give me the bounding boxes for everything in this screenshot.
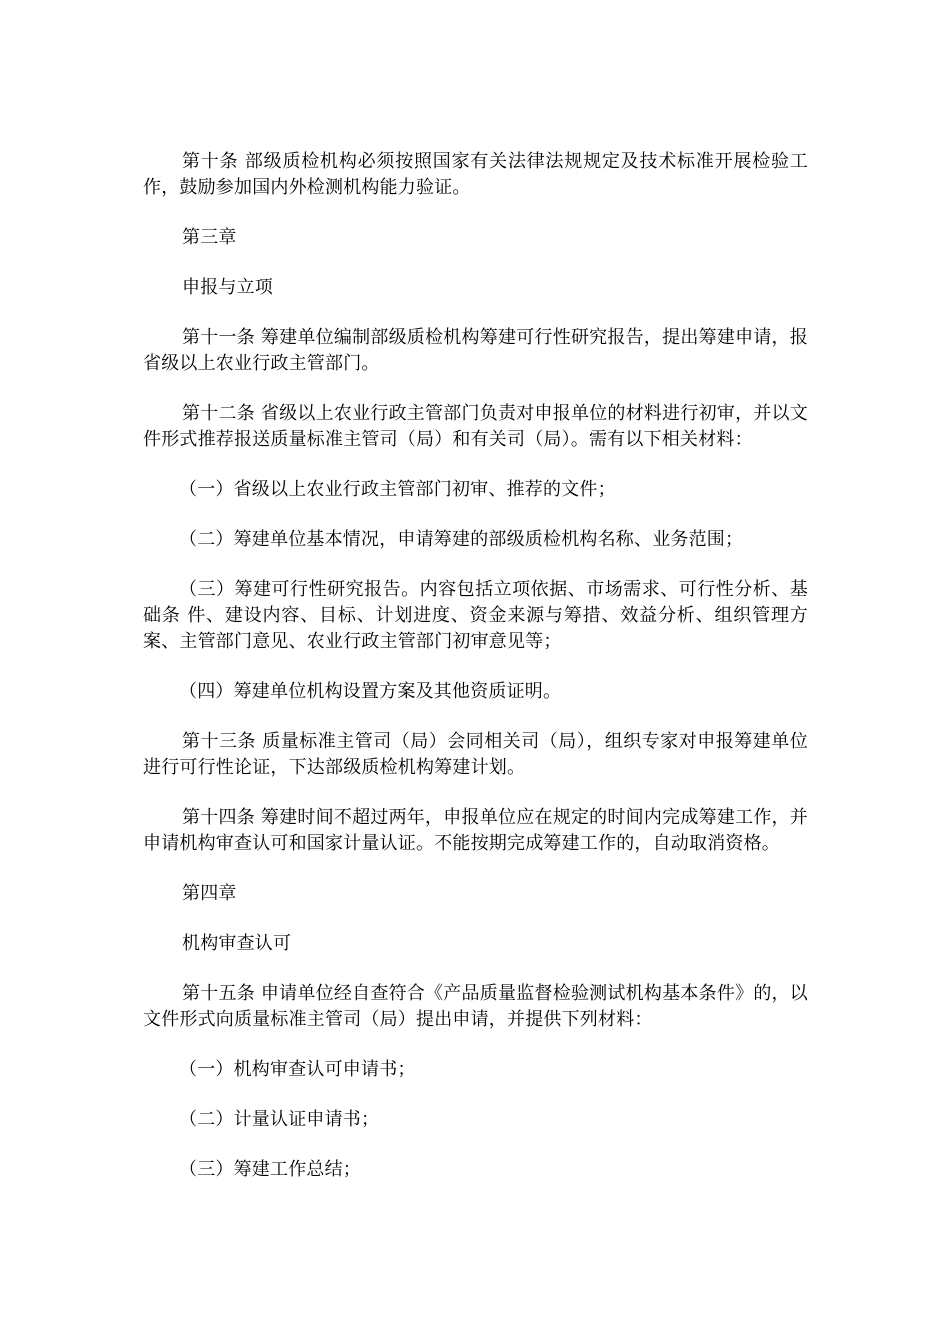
article-12-item-3: （三）筹建可行性研究报告。内容包括立项依据、市场需求、可行性分析、基础条 件、建设内容、目标、计划进度、资金来源与筹措、效益分析、组织管理方案、主管部门意见、农业行政主管部门初审意见等； [143,579,808,652]
article-15-item-2: （二）计量认证申请书； [179,1109,380,1130]
article-12-item-2: （二）筹建单位基本情况，申请筹建的部级质检机构名称、业务范围； [179,529,744,550]
article-14: 第十四条 筹建时间不超过两年，申报单位应在规定的时间内完成筹建工作，并申请机构审查认可和国家计量认证。不能按期完成筹建工作的，自动取消资格。 [143,807,808,854]
article-15-item-3: （三）筹建工作总结； [179,1159,361,1180]
chapter-3-title: 申报与立项 [182,277,273,298]
chapter-3-heading: 第三章 [182,227,237,248]
article-12-item-4: （四）筹建单位机构设置方案及其他资质证明。 [179,681,562,702]
article-12-item-1: （一）省级以上农业行政主管部门初审、推荐的文件； [179,479,616,500]
article-15: 第十五条 申请单位经自查符合《产品质量监督检验测试机构基本条件》的，以文件形式向质量标准主管司（局）提出申请，并提供下列材料： [143,983,808,1030]
chapter-4-heading: 第四章 [182,883,237,904]
chapter-4-title: 机构审查认可 [182,933,292,954]
article-11: 第十一条 筹建单位编制部级质检机构筹建可行性研究报告，提出筹建申请，报省级以上农业行政主管部门。 [143,327,808,374]
article-12: 第十二条 省级以上农业行政主管部门负责对申报单位的材料进行初审，并以文件形式推荐报送质量标准主管司（局）和有关司（局）。需有以下相关材料： [143,403,808,450]
article-10: 第十条 部级质检机构必须按照国家有关法律法规规定及技术标准开展检验工作，鼓励参加国内外检测机构能力验证。 [143,151,808,198]
document-body [143,149,808,1183]
article-15-item-1: （一）机构审查认可申请书； [179,1059,416,1080]
article-13: 第十三条 质量标准主管司（局）会同相关司（局），组织专家对申报筹建单位进行可行性论证，下达部级质检机构筹建计划。 [143,731,808,778]
